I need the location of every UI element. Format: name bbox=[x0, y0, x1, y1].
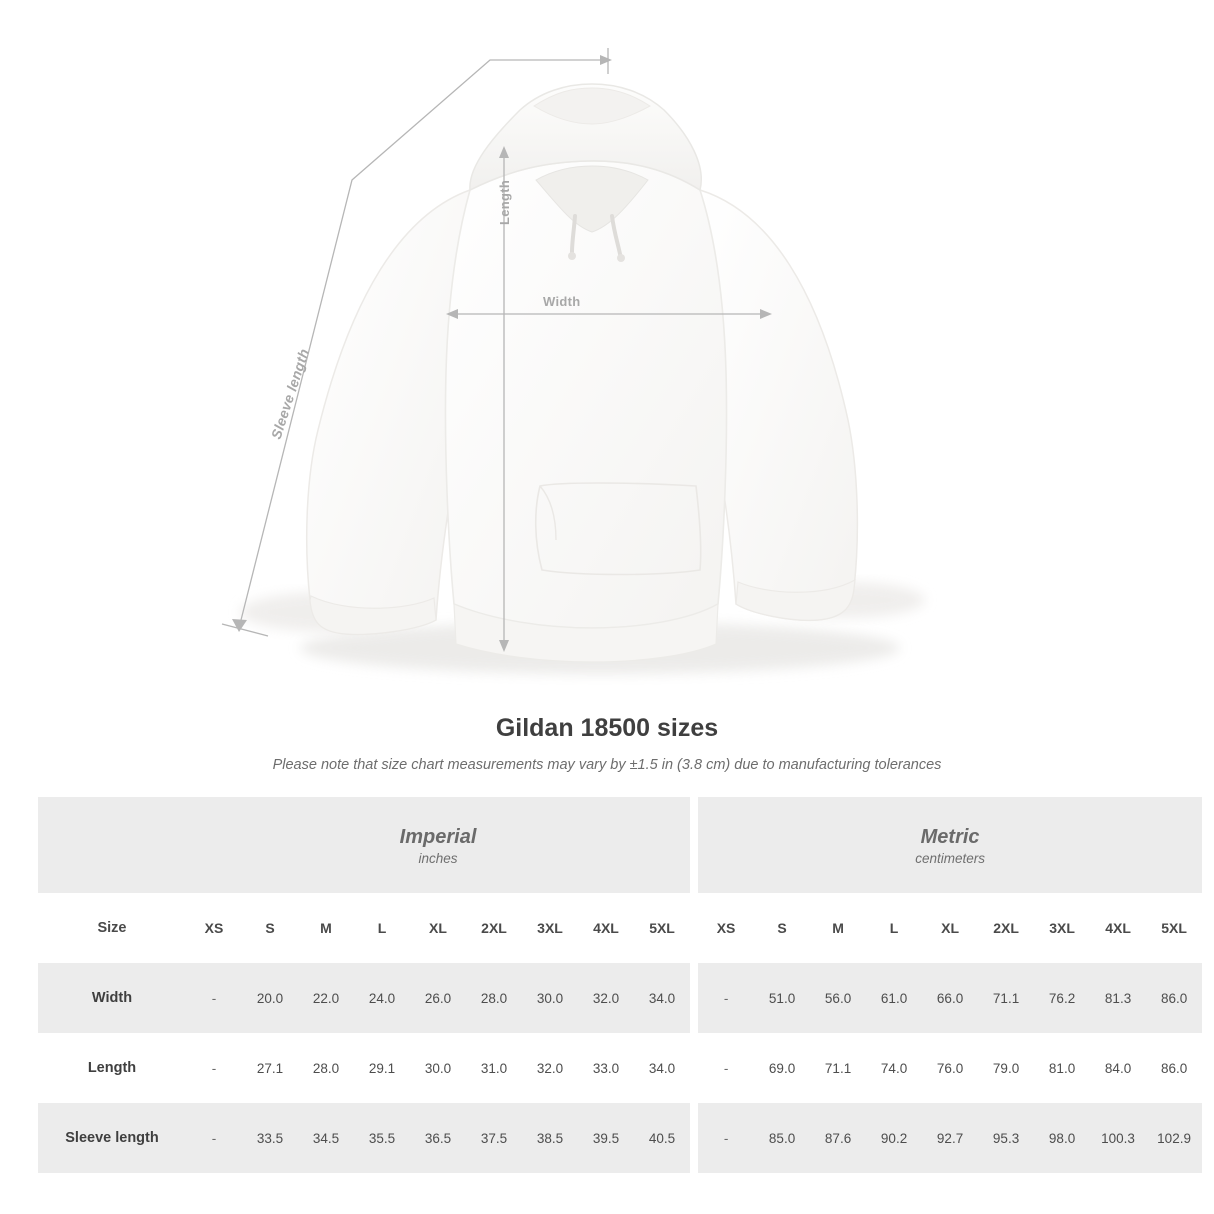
cell-length-metric-l: 74.0 bbox=[866, 1033, 922, 1103]
cell-width-imperial-5xl: 34.0 bbox=[634, 963, 690, 1033]
cell-length-metric-m: 71.1 bbox=[810, 1033, 866, 1103]
size-header-metric-5xl: 5XL bbox=[1146, 893, 1202, 963]
cell-width-imperial-4xl: 32.0 bbox=[578, 963, 634, 1033]
cell-sleeve-imperial-2xl: 37.5 bbox=[466, 1103, 522, 1173]
row-label-sleeve-length: Sleeve length bbox=[38, 1103, 186, 1173]
row-label-width: Width bbox=[38, 963, 186, 1033]
cell-length-metric-3xl: 81.0 bbox=[1034, 1033, 1090, 1103]
size-header-metric-xs: XS bbox=[698, 893, 754, 963]
cell-width-imperial-xs: - bbox=[186, 963, 242, 1033]
cell-length-imperial-m: 28.0 bbox=[298, 1033, 354, 1103]
table-corner bbox=[38, 797, 186, 893]
cell-width-metric-2xl: 71.1 bbox=[978, 963, 1034, 1033]
cell-width-metric-s: 51.0 bbox=[754, 963, 810, 1033]
row-separator-length bbox=[690, 1033, 698, 1103]
imperial-unit-sub: inches bbox=[418, 851, 458, 866]
cell-sleeve-metric-s: 85.0 bbox=[754, 1103, 810, 1173]
cell-sleeve-imperial-5xl: 40.5 bbox=[634, 1103, 690, 1173]
cell-width-metric-xl: 66.0 bbox=[922, 963, 978, 1033]
size-header-imperial-xl: XL bbox=[410, 893, 466, 963]
table-row bbox=[38, 1103, 1202, 1173]
row-separator-sleeve bbox=[690, 1103, 698, 1173]
cell-length-imperial-4xl: 33.0 bbox=[578, 1033, 634, 1103]
cell-sleeve-metric-2xl: 95.3 bbox=[978, 1103, 1034, 1173]
cell-length-imperial-3xl: 32.0 bbox=[522, 1033, 578, 1103]
cell-sleeve-imperial-l: 35.5 bbox=[354, 1103, 410, 1173]
cell-sleeve-imperial-s: 33.5 bbox=[242, 1103, 298, 1173]
cell-sleeve-metric-5xl: 102.9 bbox=[1146, 1103, 1202, 1173]
size-header-separator bbox=[690, 893, 698, 963]
cell-width-metric-m: 56.0 bbox=[810, 963, 866, 1033]
cell-sleeve-imperial-3xl: 38.5 bbox=[522, 1103, 578, 1173]
cell-sleeve-imperial-4xl: 39.5 bbox=[578, 1103, 634, 1173]
cell-length-metric-xl: 76.0 bbox=[922, 1033, 978, 1103]
imperial-unit-name: Imperial bbox=[399, 826, 477, 848]
width-dimension-label: Width bbox=[543, 294, 581, 309]
cell-sleeve-imperial-xs: - bbox=[186, 1103, 242, 1173]
size-chart-table-wrapper bbox=[38, 797, 1191, 1173]
size-header-metric-s: S bbox=[754, 893, 810, 963]
size-header-imperial-s: S bbox=[242, 893, 298, 963]
size-header-row bbox=[38, 893, 1202, 963]
unit-separator bbox=[690, 797, 698, 893]
cell-width-metric-3xl: 76.2 bbox=[1034, 963, 1090, 1033]
size-header-imperial-5xl: 5XL bbox=[634, 893, 690, 963]
cell-width-imperial-s: 20.0 bbox=[242, 963, 298, 1033]
cell-width-imperial-l: 24.0 bbox=[354, 963, 410, 1033]
metric-unit-sub: centimeters bbox=[915, 851, 985, 866]
cell-sleeve-metric-xl: 92.7 bbox=[922, 1103, 978, 1173]
cell-length-metric-4xl: 84.0 bbox=[1090, 1033, 1146, 1103]
page-title: Gildan 18500 sizes bbox=[495, 714, 719, 742]
size-header-metric-3xl: 3XL bbox=[1034, 893, 1090, 963]
length-dimension-label: Length bbox=[497, 179, 512, 225]
cell-width-metric-5xl: 86.0 bbox=[1146, 963, 1202, 1033]
size-header-metric-l: L bbox=[866, 893, 922, 963]
cell-sleeve-metric-xs: - bbox=[698, 1103, 754, 1173]
cell-length-metric-5xl: 86.0 bbox=[1146, 1033, 1202, 1103]
size-header-metric-m: M bbox=[810, 893, 866, 963]
size-header-metric-2xl: 2XL bbox=[978, 893, 1034, 963]
cell-length-imperial-2xl: 31.0 bbox=[466, 1033, 522, 1103]
metric-unit-header bbox=[698, 797, 1202, 893]
cell-length-imperial-5xl: 34.0 bbox=[634, 1033, 690, 1103]
size-chart-table bbox=[38, 797, 1202, 1173]
cell-sleeve-imperial-xl: 36.5 bbox=[410, 1103, 466, 1173]
cell-width-metric-xs: - bbox=[698, 963, 754, 1033]
size-label-cell: Size bbox=[38, 893, 186, 963]
cell-sleeve-metric-3xl: 98.0 bbox=[1034, 1103, 1090, 1173]
cell-width-imperial-m: 22.0 bbox=[298, 963, 354, 1033]
cell-width-imperial-xl: 26.0 bbox=[410, 963, 466, 1033]
size-header-metric-xl: XL bbox=[922, 893, 978, 963]
cell-length-imperial-s: 27.1 bbox=[242, 1033, 298, 1103]
cell-length-imperial-l: 29.1 bbox=[354, 1033, 410, 1103]
table-row bbox=[38, 1033, 1202, 1103]
size-header-imperial-4xl: 4XL bbox=[578, 893, 634, 963]
size-header-imperial-l: L bbox=[354, 893, 410, 963]
size-header-imperial-m: M bbox=[298, 893, 354, 963]
size-header-imperial-2xl: 2XL bbox=[466, 893, 522, 963]
size-header-imperial-xs: XS bbox=[186, 893, 242, 963]
imperial-unit-header bbox=[186, 797, 690, 893]
sleeve-length-dimension-label: Sleeve length bbox=[267, 346, 313, 441]
unit-header-row bbox=[38, 797, 1202, 893]
cell-width-imperial-2xl: 28.0 bbox=[466, 963, 522, 1033]
cell-sleeve-metric-4xl: 100.3 bbox=[1090, 1103, 1146, 1173]
row-separator-width bbox=[690, 963, 698, 1033]
cell-width-metric-4xl: 81.3 bbox=[1090, 963, 1146, 1033]
cell-length-imperial-xl: 30.0 bbox=[410, 1033, 466, 1103]
size-header-imperial-3xl: 3XL bbox=[522, 893, 578, 963]
cell-sleeve-metric-m: 87.6 bbox=[810, 1103, 866, 1173]
cell-length-metric-xs: - bbox=[698, 1033, 754, 1103]
title-block bbox=[0, 714, 1214, 773]
cell-sleeve-imperial-m: 34.5 bbox=[298, 1103, 354, 1173]
table-row bbox=[38, 963, 1202, 1033]
size-header-metric-4xl: 4XL bbox=[1090, 893, 1146, 963]
cell-length-metric-s: 69.0 bbox=[754, 1033, 810, 1103]
cell-sleeve-metric-l: 90.2 bbox=[866, 1103, 922, 1173]
tolerance-note: Please note that size chart measurements may vary by ±1.5 in (3.8 cm) due to manufacturing tolerances bbox=[272, 757, 942, 773]
cell-width-imperial-3xl: 30.0 bbox=[522, 963, 578, 1033]
metric-unit-name: Metric bbox=[920, 826, 980, 848]
cell-length-imperial-xs: - bbox=[186, 1033, 242, 1103]
cell-width-metric-l: 61.0 bbox=[866, 963, 922, 1033]
cell-length-metric-2xl: 79.0 bbox=[978, 1033, 1034, 1103]
row-label-length: Length bbox=[38, 1033, 186, 1103]
